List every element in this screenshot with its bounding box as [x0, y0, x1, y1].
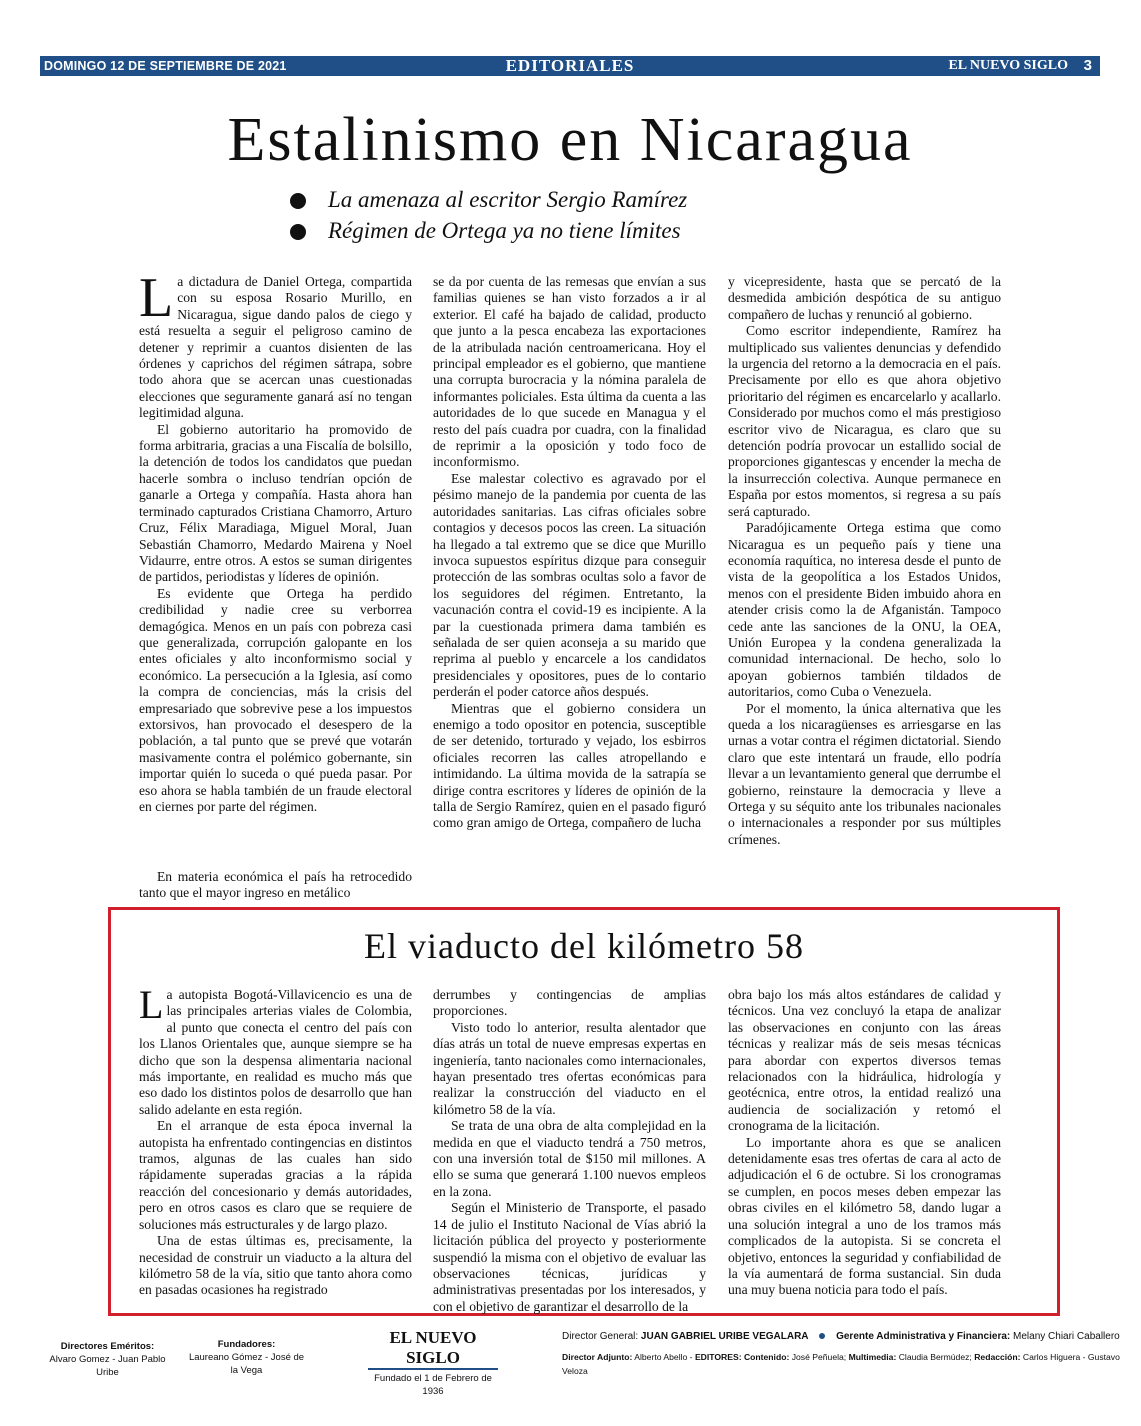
- editorial2-column-2: [433, 987, 706, 1315]
- masthead-logo: [368, 1328, 498, 1398]
- subhead-item: La amenaza al escritor Sergio Ramírez: [290, 186, 687, 214]
- director-label: Director General:: [562, 1331, 639, 1342]
- editorial-title: Estalinismo en Nicaragua: [227, 106, 913, 174]
- emeritos-block: [40, 1340, 175, 1379]
- paragraph: Ese malestar colectivo es agravado por el pésimo manejo de la pandemia por cuenta de las autoridades sanitarias. Las cifras oficiales sobre contagios y decesos pocos las creen. La situación ha llegado a tal extremo que se dice que Murillo invoca supuestos espíritus dizque para conseguir protección de las sombras ocultas solo a favor de los seguidores del régimen. Entretanto, la vacunación contra el covid-19 es incipiente. A la par la cuestionada primera dama también es señalada de ser quien aconseja a su marido que reprima al pueblo y encarcele a los candidatos presidenciales y opositores, pues de lo contario perderán el poder catorce años después.: [433, 470, 706, 700]
- paragraph: Por el momento, la única alternativa que les queda a los nicaragüenses es arriesgarse en las urnas a votar contra el régimen dictatorial. Siendo claro que este intentará un fraude, ello podría llevar a un levantamiento general que derrumbe el gobierno, reinstaure la democracia y lleve a Ortega y su séquito ante los tribunales nacionales o internacionales a responder por sus múltiples crímenes.: [728, 700, 1001, 847]
- section-name: EDITORIALES: [505, 56, 635, 75]
- paragraph: En materia económica el país ha retrocedido tanto que el mayor ingreso en metálico: [139, 869, 412, 901]
- page-number: 3: [1083, 57, 1092, 74]
- fundadores-names: Laureano Gómez - José de la Vega: [188, 1352, 305, 1376]
- issue-date: DOMINGO 12 DE SEPTIEMBRE DE 2021: [44, 59, 287, 73]
- gerente-label: Gerente Administrativa y Financiera:: [836, 1331, 1011, 1342]
- multimedia-name: Claudia Bermúdez: [898, 1352, 970, 1362]
- paragraph: obra bajo los más altos estándares de calidad y técnicos. Una vez concluyó la etapa de analizar las observaciones en conjunto con las áreas técnicas y realizar más de seis mesas técnicas para abordar con expertos diversos temas relacionados con la hidráulica, hidrología y geotécnica, entre otros, la entidad realizó una audiencia de socialización y retomó el cronograma de la licitación.: [728, 987, 1001, 1134]
- drop-cap: L: [139, 267, 174, 329]
- paragraph: Una de estas últimas es, precisamente, la necesidad de construir un viaducto a la altura del kilómetro 58 de la vía, sitio que tanto ahora como en pasadas ocasiones ha registrado: [139, 1233, 412, 1298]
- paragraph: Lo importante ahora es que se analicen detenidamente esas tres ofertas de cara al acto de adjudicación el 6 de octubre. Si los cronogramas se cumplen, en pocos meses deben empezar las obras civiles en el kilómetro 58, dando lugar a una solución integral a uno de los tramos más complicados de la autopista. Si se concreta el objetivo, entonces la seguridad y confiabilidad de la vía aumentará de forma sustancial. Sin duda una muy buena noticia para todo el país.: [728, 1134, 1001, 1298]
- editorial2-column-1: [139, 982, 412, 1299]
- paragraph: Paradójicamente Ortega estima que como Nicaragua es un pequeño país y tiene una economía raquítica, no interesa desde el punto de vista de la geopolítica a los Estados Unidos, menos con el presidente Biden imbuido ahora en atender crisis como la de Afganistán. Tampoco cede ante las sanciones de la ONU, la OEA, Unión Europea y la condena generalizada la comunidad internacional. De hecho, solo lo apoyan gobiernos también tildados de autoritarios, como Cuba o Venezuela.: [728, 520, 1001, 700]
- paragraph: Mientras que el gobierno considera un enemigo a todo opositor en potencia, susceptible de ser detenido, torturado y vejado, los esbirros oficiales recorren las calles atropellando e intimidando. La última movida de la satrapía se dirige contra escritores y líderes de opinión de la talla de Sergio Ramírez, quien en el pasado figuró como gran amigo de Ortega, compañero de lucha: [433, 700, 706, 831]
- header-bar: [40, 56, 1100, 76]
- adjunto-label: Director Adjunto:: [562, 1352, 633, 1362]
- paragraph: La autopista Bogotá-Villavicencio es una de las principales arterias viales de Colombia, al punto que conecta el centro del país con los Llanos Orientales que, aunque siempre se ha dicho que son la despensa alimentaria nacional más importante, en realidad es mucho más que eso dado los distintos polos de desarrollo que han salido adelante en esta región.: [139, 982, 412, 1117]
- staff-credits: Director General: JUAN GABRIEL URIBE VEGALARA Gerente Administrativa y Financiera: Melany Chiari Caballero Director Adjunto: Alberto Abello - EDITORES: Contenido: José Peñuela; Multimedia: Claudia Bermúdez; Redacción: Carlos Higuera - Gustavo Veloza: [562, 1331, 1120, 1376]
- editorial1-column-2: [433, 274, 706, 832]
- paragraph: En el arranque de esta época invernal la autopista ha enfrentado contingencias en distintos tramos, algunas de las cuales han sido rápidamente superadas gracias a la rápida reacción del concesionario y demás autoridades, pero en otros casos es claro que se requiere de soluciones más estructurales y de largo plazo.: [139, 1118, 412, 1232]
- paragraph: Como escritor independiente, Ramírez ha multiplicado sus valientes denuncias y defendido la urgencia del retorno a la democracia en el país. Precisamente por ello es que ahora objetivo prioritario del régimen es encarcelarlo y acallarlo. Considerado por muchos como el más prestigioso escritor vivo de Nicaragua, es claro que su detención podría provocar un estallido social de proporciones gigantescas y encender la mecha de la insurrección colectiva. Aunque permanece en España por estos momentos, si regresa a su país será capturado.: [728, 323, 1001, 519]
- emeritos-names: Alvaro Gomez - Juan Pablo Uribe: [49, 1354, 166, 1378]
- editorial1-column-1-tail: [139, 869, 412, 902]
- multimedia-label: Multimedia:: [848, 1352, 897, 1362]
- paragraph: Se trata de una obra de alta complejidad en la medida en que el viaducto tendrá a 750 metros, con una inversión total de $150 mil millones. A ello se suma que generará 1.100 nuevos empleos en la zona.: [433, 1118, 706, 1199]
- editores-label: EDITORES: Contenido:: [694, 1352, 790, 1362]
- paragraph: se da por cuenta de las remesas que envían a sus familias quienes se han visto forzados a ir al exterior. El café ha bajado de calidad, producto que junto a la pesca encabeza las exportaciones de la atribulada nación centroamericana. Hoy el principal empleador es el gobierno, que mantiene una corrupta burocracia y la nómina paralela de informantes policiales. Esta última da cuenta a las autoridades de lo que sucede en Managua y el resto del país cuadra por cuadra, con la finalidad de reprimir a la oposición y todo foco de inconformismo.: [433, 274, 706, 470]
- bullet-dot-icon: [290, 224, 306, 240]
- editorial1-column-3: [728, 274, 1001, 848]
- redaccion-name: Carlos Higuera - Gustavo Veloza: [562, 1352, 1120, 1376]
- paragraph: Visto todo lo anterior, resulta alentador que días atrás un total de nueve empresas expertas en ingeniería, tanto nacionales como internacionales, hayan presentado tres ofertas económicas para realizar la construcción del viaducto en el kilómetro 58 de la vía.: [433, 1019, 706, 1117]
- bullet-dot-icon: [290, 193, 306, 209]
- director-name: JUAN GABRIEL URIBE VEGALARA: [640, 1331, 809, 1342]
- subhead-item: Régimen de Ortega ya no tiene límites: [290, 217, 687, 245]
- paragraph: Es evidente que Ortega ha perdido credibilidad y nadie cree su verborrea demagógica. Menos en un país con pobreza casi que generalizada, corrupción galopante en los entes oficiales y alto inconformismo social y económico. La persecución a la Iglesia, así como la compra de conciencias, más la crisis del empresariado que sobrevive pese a los impuestos extorsivos, han provocado el desespero de la población, a tal punto que se prevé que votarán masivamente contra el polémico gobernante, sin importar quién lo suceda o qué pueda pasar. Por eso ahora se habla también de un fraude electoral en ciernes por parte del régimen.: [139, 585, 412, 814]
- founded-date: Fundado el 1 de Febrero de 1936: [374, 1373, 492, 1397]
- emeritos-label: Directores Eméritos:: [60, 1341, 155, 1352]
- editorial1-column-1: [139, 267, 412, 815]
- paragraph: derrumbes y contingencias de amplias proporciones.: [433, 987, 706, 1019]
- editorial2-column-3: [728, 987, 1001, 1299]
- gerente-name: Melany Chiari Caballero: [1013, 1331, 1120, 1342]
- paragraph: y vicepresidente, hasta que se percató de la desmedida ambición despótica de su antiguo compañero de luchas y renunció al gobierno.: [728, 274, 1001, 322]
- paragraph: Según el Ministerio de Transporte, el pasado 14 de julio el Instituto Nacional de Vías abrió la licitación pública del proyecto y posteriormente suspendió la misma con el objetivo de evaluar las observaciones técnicas, jurídicas y administrativas presentadas por los interesados, y con el objetivo de garantizar el desarrollo de la: [433, 1200, 706, 1314]
- masthead-name: EL NUEVO SIGLO: [368, 1328, 498, 1370]
- redaccion-label: Redacción:: [974, 1352, 1021, 1362]
- fundadores-label: Fundadores:: [217, 1339, 276, 1350]
- editorial2-title: El viaducto del kilómetro 58: [364, 926, 804, 966]
- drop-cap: L: [139, 982, 164, 1027]
- editores-name: José Peñuela: [791, 1352, 844, 1362]
- paragraph: El gobierno autoritario ha promovido de forma arbitraria, gracias a una Fiscalía de bolsillo, la detención de todos los candidatos que puedan hacerle sombra o incluso tendrían opción de ganarle a Ortega y compañía. Hasta ahora han terminado capturados Cristiana Chamorro, Arturo Cruz, Félix Maradiaga, Miguel Moral, Juan Sebastián Chamorro, Medardo Mairena y Noel Vidaurre, entre otros. A estos se suman dirigentes de partidos, periodistas y líderes de opinión.: [139, 421, 412, 585]
- footer-credits: [0, 1328, 1141, 1397]
- adjunto-name: Alberto Abello: [634, 1352, 688, 1362]
- paragraph: La dictadura de Daniel Ortega, compartida con su esposa Rosario Murillo, en Nicaragua, sigue dando palos de ciego y está resuelta a seguir el peligroso camino de detener y reprimir a cuantos disienten de las órdenes y caprichos del régimen sátrapa, sobre todo ahora que se acercan unas cuestionadas elecciones que seguramente ganará así no tengan legitimidad alguna.: [139, 267, 412, 421]
- separator-dot-icon: [819, 1333, 825, 1339]
- paper-name: EL NUEVO SIGLO: [948, 58, 1068, 73]
- fundadores-block: [184, 1338, 309, 1377]
- editorial-subheads: [290, 186, 687, 248]
